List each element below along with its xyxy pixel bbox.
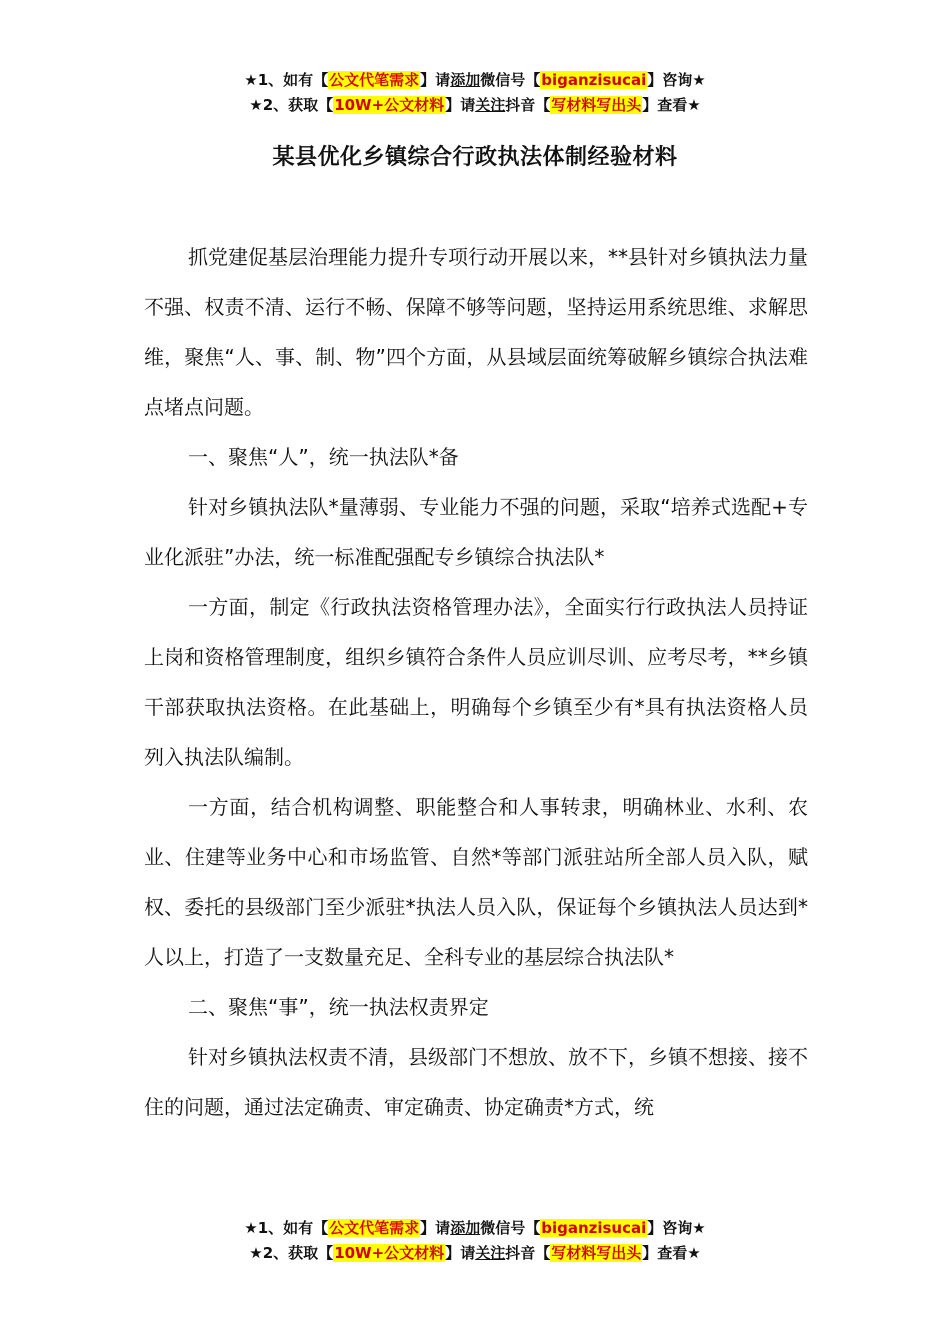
banner-line-2 <box>0 93 950 118</box>
banner-text: 微信号【 <box>480 1219 541 1237</box>
banner-highlight: 10W+公文材料 <box>334 1244 445 1262</box>
banner-text: ★2、获取【 <box>249 1244 334 1262</box>
footer-banner <box>0 1216 950 1266</box>
banner-text: 】请 <box>445 1244 476 1262</box>
banner-text: 】查看★ <box>642 1244 701 1262</box>
banner-highlight: biganzisucai <box>541 71 647 89</box>
paragraph: 一方面，结合机构调整、职能整合和人事转隶，明确林业、水利、农业、住建等业务中心和市场监管、自然*等部门派驻站所全部人员入队，赋权、委托的县级部门至少派驻*执法人员入队，保证每个乡镇执法人员达到*人以上，打造了一支数量充足、全科专业的基层综合执法队* <box>144 795 808 969</box>
banner-underline: 关注 <box>475 1244 506 1262</box>
banner-text: ★1、如有【 <box>244 71 329 89</box>
banner-line-1 <box>0 1216 950 1241</box>
document-title: 某县优化乡镇综合行政执法体制经验材料 <box>272 145 678 170</box>
banner-highlight: 10W+公文材料 <box>334 96 445 114</box>
banner-text: 微信号【 <box>480 71 541 89</box>
banner-line-2 <box>0 1241 950 1266</box>
section-heading: 一、聚焦“人”，统一执法队*备 <box>188 445 459 469</box>
banner-text: 】请 <box>420 71 451 89</box>
banner-text: ★2、获取【 <box>249 96 334 114</box>
banner-underline: 添加 <box>450 71 481 89</box>
paragraph: 抓党建促基层治理能力提升专项行动开展以来，**县针对乡镇执法力量不强、权责不清、运行不畅、保障不够等问题，坚持运用系统思维、求解思维，聚焦“人、事、制、物”四个方面，从县域层面统筹破解乡镇综合执法难点堵点问题。 <box>144 245 808 419</box>
banner-underline: 关注 <box>475 96 506 114</box>
banner-text: ★1、如有【 <box>244 1219 329 1237</box>
banner-text: 抖音【 <box>505 1244 551 1262</box>
banner-underline: 添加 <box>450 1219 481 1237</box>
banner-text: 】请 <box>445 96 476 114</box>
banner-highlight: 公文代笔需求 <box>329 1219 420 1237</box>
paragraph: 一方面，制定《行政执法资格管理办法》，全面实行行政执法人员持证上岗和资格管理制度，组织乡镇符合条件人员应训尽训、应考尽考，**乡镇干部获取执法资格。在此基础上，明确每个乡镇至少有*具有执法资格人员列入执法队编制。 <box>144 595 808 769</box>
paragraph: 针对乡镇执法队*量薄弱、专业能力不强的问题，采取“培养式选配+专业化派驻”办法，统一标准配强配专乡镇综合执法队* <box>144 495 808 569</box>
banner-highlight: biganzisucai <box>541 1219 647 1237</box>
banner-text: 】查看★ <box>642 96 701 114</box>
header-banner <box>0 68 950 118</box>
banner-line-1 <box>0 68 950 93</box>
banner-text: 】咨询★ <box>647 71 706 89</box>
banner-text: 】咨询★ <box>647 1219 706 1237</box>
banner-highlight: 写材料写出头 <box>551 96 642 114</box>
document-body <box>144 232 808 1132</box>
banner-text: 抖音【 <box>505 96 551 114</box>
section-heading: 二、聚焦“事”，统一执法权责界定 <box>188 995 489 1019</box>
paragraph: 针对乡镇执法权责不清，县级部门不想放、放不下，乡镇不想接、接不住的问题，通过法定确责、审定确责、协定确责*方式，统 <box>144 1045 808 1119</box>
banner-highlight: 写材料写出头 <box>551 1244 642 1262</box>
banner-text: 】请 <box>420 1219 451 1237</box>
banner-highlight: 公文代笔需求 <box>329 71 420 89</box>
